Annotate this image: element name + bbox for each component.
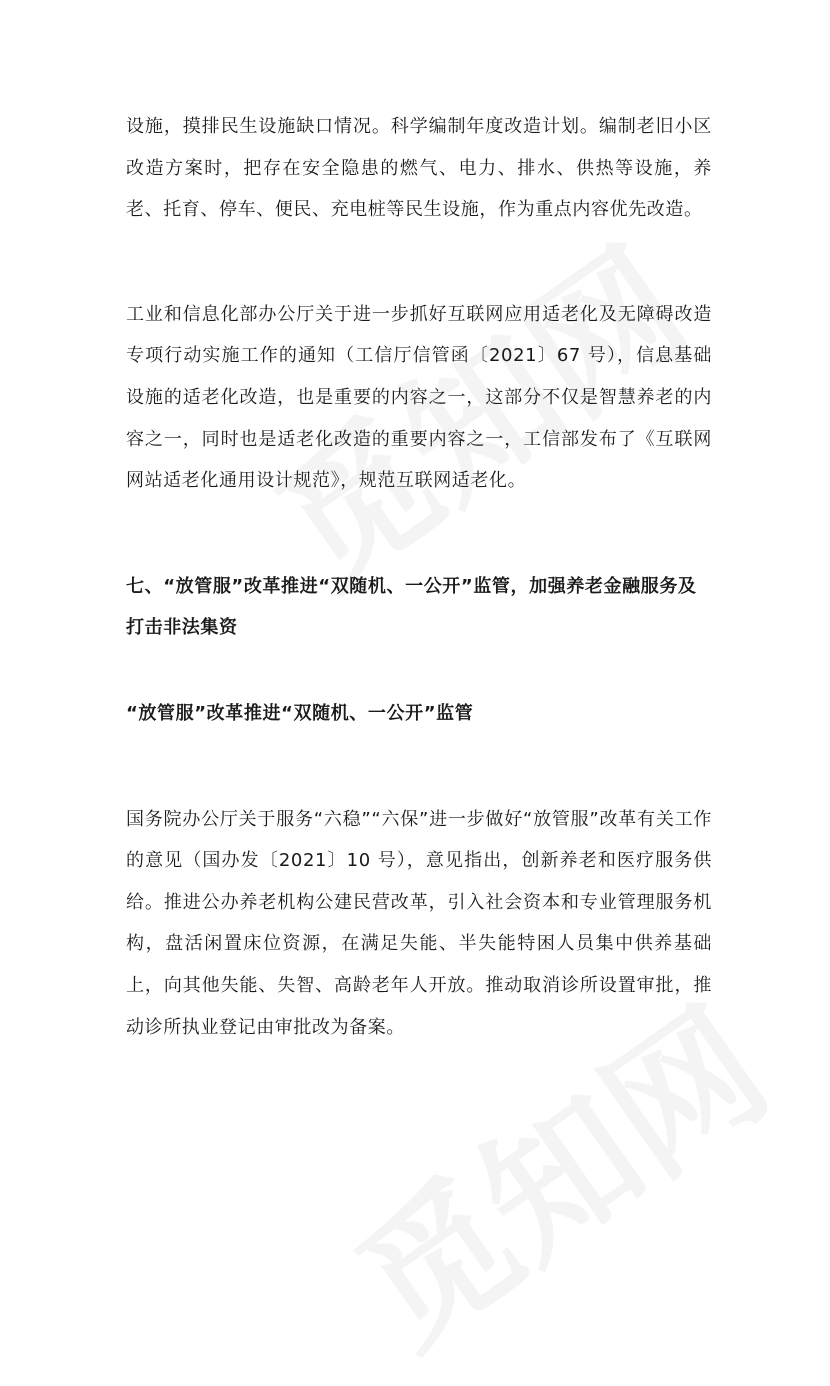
section-heading: 七、“放管服”改革推进“双随机、一公开”监管，加强养老金融服务及打击非法集资 (126, 575, 697, 639)
subsection-heading: “放管服”改革推进“双随机、一公开”监管 (126, 702, 474, 724)
paragraph: 国务院办公厅关于服务“六稳”“六保”进一步做好“放管服”改革有关工作的意见（国办发〔2021〕10 号），意见指出，创新养老和医疗服务供给。推进公办养老机构公建民营改革，引入社会资本和专业管理服务机构，盘活闲置床位资源，在满足失能、半失能特困人员集中供养基础上，向其他失能、失智、高龄老年人开放。推动取消诊所设置审批，推动诊所执业登记由审批改为备案。 (126, 808, 712, 1038)
paragraph: 工业和信息化部办公厅关于进一步抓好互联网应用适老化及无障碍改造专项行动实施工作的通知（工信厅信管函〔2021〕67 号），信息基础设施的适老化改造，也是重要的内容之一，这部分不仅是智慧养老的内容之一，同时也是适老化改造的重要内容之一，工信部发布了《互联网网站适老化通用设计规范》，规范互联网适老化。 (126, 303, 712, 492)
document-body (126, 106, 712, 1048)
paragraph: 设施，摸排民生设施缺口情况。科学编制年度改造计划。编制老旧小区改造方案时，把存在安全隐患的燃气、电力、排水、供热等设施，养老、托育、停车、便民、充电桩等民生设施，作为重点内容优先改造。 (126, 116, 712, 221)
